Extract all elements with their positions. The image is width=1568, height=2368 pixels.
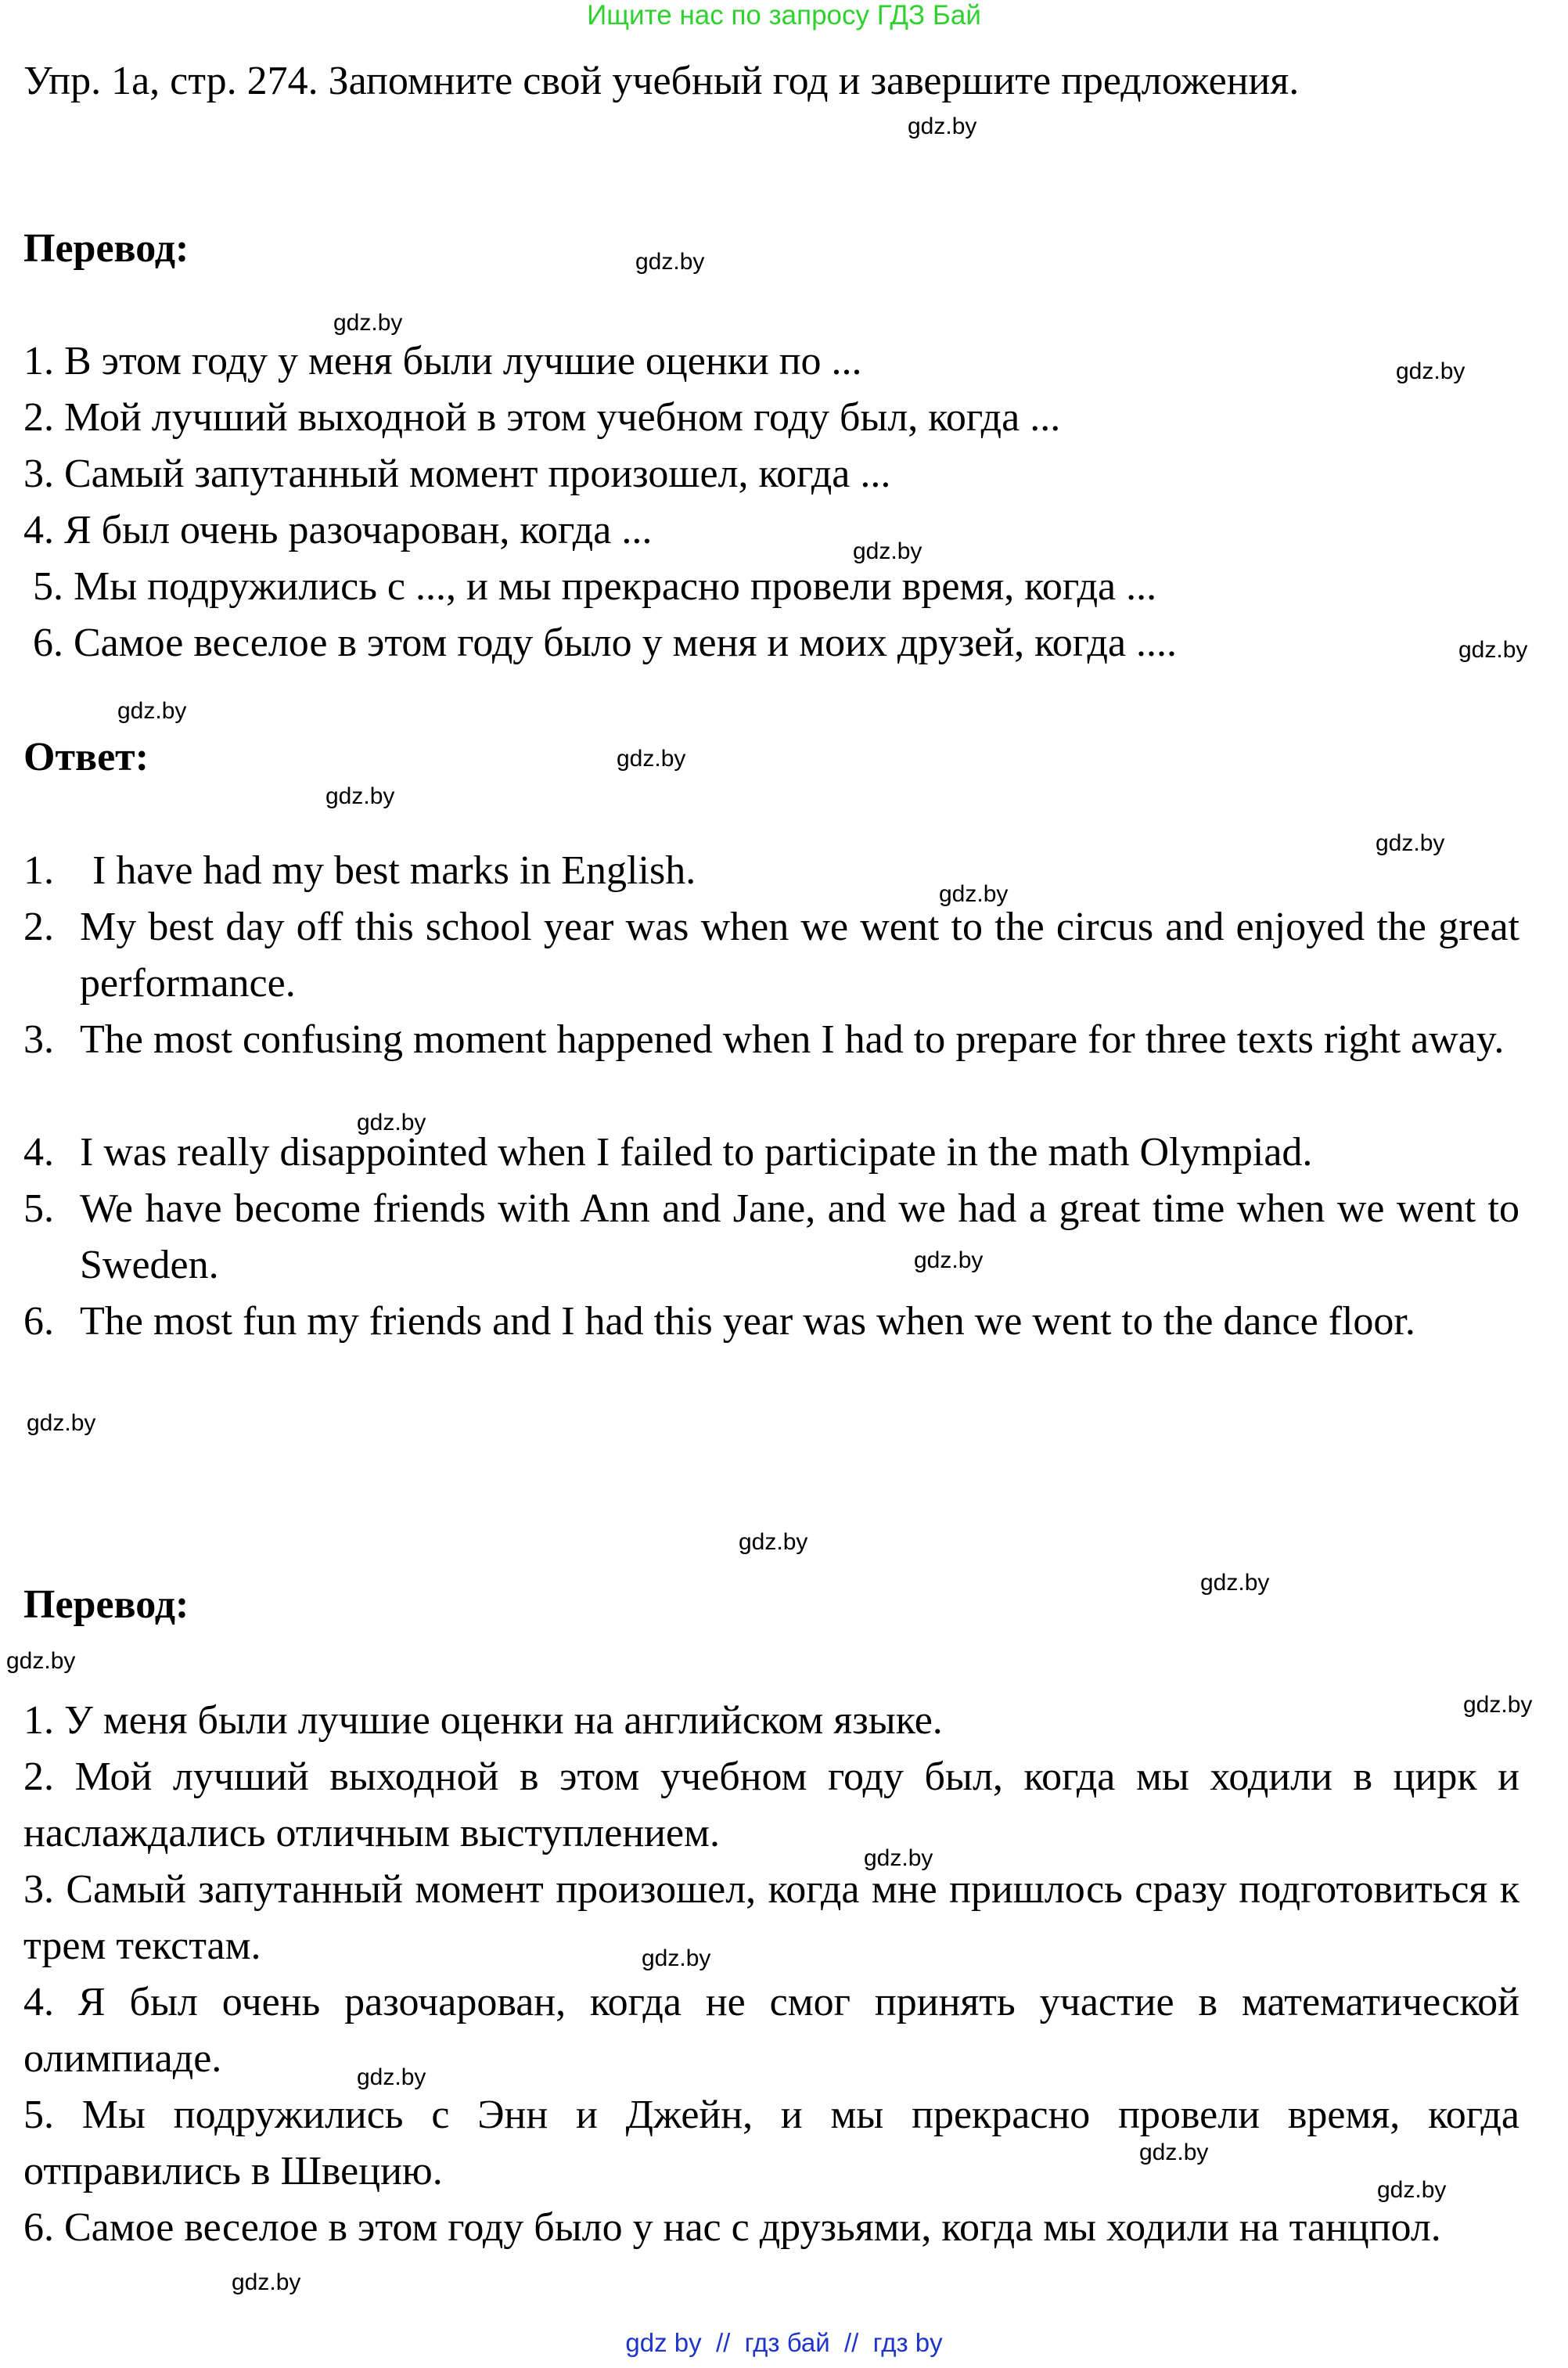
task-sentence-3: 3. Самый запутанный момент произошел, когда ... xyxy=(23,452,891,496)
watermark: gdz.by xyxy=(325,783,395,809)
answer-item-5 xyxy=(23,1181,1519,1294)
watermark: gdz.by xyxy=(1396,358,1466,384)
answer-translation-4: 4. Я был очень разочарован, когда не смог принять участие в математической олимпиаде. xyxy=(23,1980,1519,2081)
watermark: gdz.by xyxy=(939,881,1009,907)
task-sentence-1: 1. В этом году у меня были лучшие оценки по ... xyxy=(23,339,862,383)
answer-text: We have become friends with Ann and Jane, and we had a great time when we went to Sweden. xyxy=(80,1186,1519,1287)
watermark: gdz.by xyxy=(333,310,403,336)
answer-item-2 xyxy=(23,899,1519,1012)
watermark: gdz.by xyxy=(642,1945,711,1971)
answer-item-3 xyxy=(23,1012,1519,1068)
translation-heading-2: Перевод: xyxy=(23,1582,189,1627)
task-sentence-4: 4. Я был очень разочарован, когда ... xyxy=(23,508,653,552)
answer-number: 6. xyxy=(23,1299,54,1344)
watermark: gdz.by xyxy=(1377,2177,1447,2203)
answer-number: 3. xyxy=(23,1017,54,1062)
answer-text: My best day off this school year was when we went to the circus and enjoyed the great performance. xyxy=(80,905,1519,1006)
watermark: gdz.by xyxy=(739,1529,808,1555)
answer-text: The most fun my friends and I had this year was when we went to the dance floor. xyxy=(80,1299,1415,1344)
answer-translation-1: 1. У меня были лучшие оценки на английском языке. xyxy=(23,1698,943,1743)
answer-text: I have had my best marks in English. xyxy=(92,848,696,893)
watermark: gdz.by xyxy=(864,1845,933,1871)
answer-number: 2. xyxy=(23,905,54,949)
watermark: gdz.by xyxy=(117,698,187,724)
watermark: gdz.by xyxy=(914,1247,984,1273)
watermark: gdz.by xyxy=(1463,1692,1533,1718)
watermark: gdz.by xyxy=(1458,637,1528,663)
task-sentence-6: 6. Самое веселое в этом году было у меня и моих друзей, когда .... xyxy=(33,621,1178,665)
task-title: Упр. 1a, стр. 274. Запомните свой учебный год и завершите предложения. xyxy=(23,59,1300,103)
answer-translation-6: 6. Самое веселое в этом году было у нас с друзьями, когда мы ходили на танцпол. xyxy=(23,2205,1441,2250)
answer-text: I was really disappointed when I failed to participate in the math Olympiad. xyxy=(80,1130,1313,1175)
watermark: gdz.by xyxy=(1139,2139,1209,2165)
watermark: gdz.by xyxy=(853,538,922,564)
answer-item-6 xyxy=(23,1294,1519,1350)
watermark: gdz.by xyxy=(908,113,977,139)
watermark: gdz.by xyxy=(617,746,686,772)
watermark: gdz.by xyxy=(1376,830,1445,856)
answer-translation-3: 3. Самый запутанный момент произошел, когда мне пришлось сразу подготовиться к трем текстам. xyxy=(23,1867,1519,1968)
answer-translation-5: 5. Мы подружились с Энн и Джейн, и мы прекрасно провели время, когда отправились в Швецию. xyxy=(23,2093,1519,2193)
answer-item-4 xyxy=(23,1125,1519,1181)
answer-text: The most confusing moment happened when I had to prepare for three texts right away. xyxy=(80,1017,1505,1062)
answer-number: 1. xyxy=(23,848,54,893)
watermark: gdz.by xyxy=(27,1410,96,1436)
translation-heading: Перевод: xyxy=(23,226,189,271)
watermark: gdz.by xyxy=(1200,1570,1270,1596)
answer-heading: Ответ: xyxy=(23,735,149,779)
answer-number: 5. xyxy=(23,1186,54,1231)
watermark: gdz.by xyxy=(357,1110,426,1135)
footer-links[interactable]: gdz by // гдз бай // гдз by xyxy=(625,2328,943,2357)
answer-number: 4. xyxy=(23,1130,54,1175)
watermark: gdz.by xyxy=(232,2269,301,2295)
watermark: gdz.by xyxy=(6,1648,76,1674)
task-sentence-5: 5. Мы подружились с ..., и мы прекрасно провели время, когда ... xyxy=(33,564,1157,609)
task-sentence-2: 2. Мой лучший выходной в этом учебном году был, когда ... xyxy=(23,395,1061,440)
answer-translation-2: 2. Мой лучший выходной в этом учебном году был, когда мы ходили в цирк и наслаждались отличным выступлением. xyxy=(23,1754,1519,1855)
watermark: gdz.by xyxy=(635,249,705,275)
answer-item-1 xyxy=(23,843,1519,899)
watermark: gdz.by xyxy=(357,2064,426,2090)
top-banner[interactable]: Ищите нас по запросу ГДЗ Бай xyxy=(587,0,981,31)
